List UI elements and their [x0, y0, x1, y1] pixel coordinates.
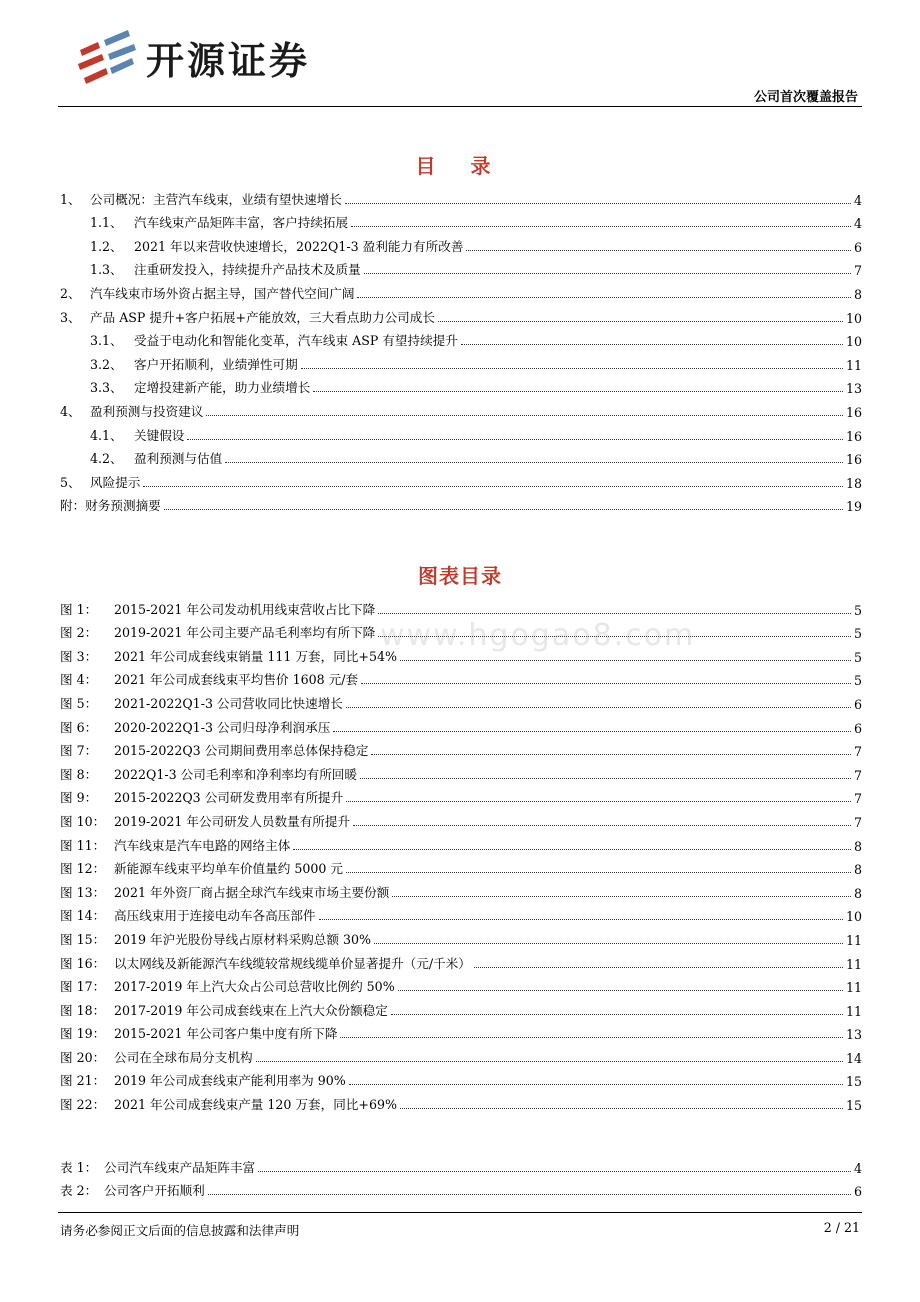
dot-leader [333, 731, 851, 732]
dot-leader [361, 683, 851, 684]
entry-page-number: 6 [853, 696, 862, 712]
toc-entry-link[interactable] [60, 806, 862, 830]
entry-label: 2021 年公司成套线束销量 111 万套，同比+54% [114, 648, 397, 664]
toc-entry-link[interactable] [60, 373, 862, 397]
entry-label: 2020-2022Q1-3 公司归母净利润承压 [114, 719, 331, 735]
toc-entry-link[interactable] [60, 278, 862, 302]
entry-label: 产品 ASP 提升+客户拓展+产能放效，三大看点助力公司成长 [90, 309, 435, 325]
entry-page-number: 16 [845, 452, 862, 468]
entry-page-number: 7 [853, 767, 862, 783]
entry-label: 定增投建新产能，助力业绩增长 [134, 380, 311, 396]
entry-number: 图 10： [60, 813, 106, 829]
toc-entry-link[interactable] [60, 901, 862, 925]
dot-leader [400, 1108, 843, 1109]
entry-number: 3.2、 [90, 356, 123, 372]
entry-page-number: 18 [845, 475, 862, 491]
entry-number: 1.1、 [90, 215, 123, 231]
toc-entry-link[interactable] [60, 924, 862, 948]
toc-entry-link[interactable] [60, 1066, 862, 1090]
entry-page-number: 11 [845, 932, 862, 948]
dot-leader [143, 486, 843, 487]
entry-page-number: 16 [845, 404, 862, 420]
toc-entry-link[interactable] [60, 1089, 862, 1113]
entry-page-number: 19 [845, 499, 862, 515]
entry-page-number: 11 [845, 1003, 862, 1019]
entry-label: 公司概况：主营汽车线束，业绩有望快速增长 [90, 191, 342, 207]
entry-number: 图 5： [60, 695, 98, 711]
toc-entry-link[interactable] [60, 302, 862, 326]
entry-number: 图 12： [60, 861, 106, 877]
dot-leader [360, 778, 851, 779]
toc-entry-link[interactable] [60, 688, 862, 712]
entry-page-number: 11 [845, 357, 862, 373]
toc-entry-link[interactable] [60, 231, 862, 255]
entry-label: 以太网线及新能源汽车线缆较常规线缆单价显著提升（元/千米） [114, 955, 471, 971]
entry-number: 3、 [60, 309, 81, 325]
toc-entry-link[interactable] [60, 783, 862, 807]
dot-leader [466, 250, 851, 251]
toc-entry-link[interactable] [60, 594, 862, 618]
dot-leader [400, 660, 851, 661]
entry-label: 2022Q1-3 公司毛利率和净利率均有所回暖 [114, 766, 357, 782]
kaiyuan-logo-icon [76, 28, 138, 86]
toc-entry-link[interactable] [60, 1019, 862, 1043]
dot-leader [378, 613, 851, 614]
toc-entry-link[interactable] [60, 736, 862, 760]
entry-label: 2019 年公司成套线束产能利用率为 90% [114, 1073, 346, 1089]
dot-leader [319, 919, 843, 920]
entry-label: 2015-2022Q3 公司期间费用率总体保持稳定 [114, 743, 369, 759]
entry-page-number: 6 [853, 1184, 862, 1200]
entry-label: 盈利预测与估值 [134, 451, 223, 467]
dot-leader [351, 226, 851, 227]
entry-page-number: 4 [853, 192, 862, 208]
dot-leader [225, 462, 843, 463]
footer-divider [58, 1212, 862, 1213]
entry-number: 图 18： [60, 1002, 106, 1018]
entry-number: 图 9： [60, 790, 98, 806]
dot-leader [208, 1194, 851, 1195]
entry-number: 4.2、 [90, 451, 123, 467]
entry-label: 新能源车线束平均单车价值量约 5000 元 [114, 861, 343, 877]
entry-number: 图 17： [60, 979, 106, 995]
toc-entry-link[interactable] [60, 255, 862, 279]
entry-page-number: 5 [853, 626, 862, 642]
entry-number: 图 1： [60, 601, 98, 617]
toc-entry-link[interactable] [60, 326, 862, 350]
entry-label: 2021 年以来营收快速增长，2022Q1-3 盈利能力有所改善 [134, 238, 464, 254]
company-logo [76, 28, 310, 86]
entry-label: 汽车线束产品矩阵丰富，客户持续拓展 [134, 215, 349, 231]
toc-entry-link[interactable] [60, 759, 862, 783]
toc-entry-link[interactable] [60, 491, 862, 515]
dot-leader [346, 801, 851, 802]
entry-number: 图 20： [60, 1049, 106, 1065]
entry-page-number: 13 [845, 1027, 862, 1043]
toc-entry-link[interactable] [60, 877, 862, 901]
entry-page-number: 8 [853, 885, 862, 901]
report-type-label: 公司首次覆盖报告 [753, 90, 858, 105]
entry-number: 图 2： [60, 625, 98, 641]
toc-entry-link[interactable] [60, 1042, 862, 1066]
dot-leader [392, 896, 851, 897]
table-list [60, 1152, 862, 1199]
entry-label: 2017-2019 年上汽大众占公司总营收比例约 50% [114, 979, 395, 995]
toc-entry-link[interactable] [60, 995, 862, 1019]
entry-number: 5、 [60, 474, 81, 490]
entry-page-number: 10 [845, 334, 862, 350]
entry-page-number: 10 [845, 310, 862, 326]
dot-leader [258, 1171, 851, 1172]
entry-label: 2019-2021 年公司主要产品毛利率均有所下降 [114, 625, 376, 641]
dot-leader [187, 439, 843, 440]
toc-entry-link[interactable] [60, 184, 862, 208]
entry-page-number: 7 [853, 814, 862, 830]
entry-label: 公司汽车线束产品矩阵丰富 [104, 1159, 256, 1175]
entry-page-number: 6 [853, 720, 862, 736]
dot-leader [345, 203, 851, 204]
entry-label: 2015-2021 年公司发动机用线束营收占比下降 [114, 601, 376, 617]
dot-leader [398, 990, 843, 991]
entry-page-number: 14 [845, 1050, 862, 1066]
toc-entry-link[interactable] [60, 712, 862, 736]
dot-leader [357, 297, 851, 298]
toc-title: 目 录 [415, 154, 505, 178]
entry-label: 2015-2022Q3 公司研发费用率有所提升 [114, 790, 344, 806]
entry-page-number: 11 [845, 980, 862, 996]
entry-page-number: 5 [853, 673, 862, 689]
dot-leader [349, 1084, 843, 1085]
dot-leader [391, 1014, 843, 1015]
entry-label: 汽车线束市场外资占据主导，国产替代空间广阔 [90, 285, 355, 301]
entry-number: 图 19： [60, 1026, 106, 1042]
dot-leader [371, 754, 851, 755]
toc-entry-link[interactable] [60, 467, 862, 491]
entry-label: 关键假设 [134, 427, 185, 443]
entry-page-number: 15 [845, 1074, 862, 1090]
entry-page-number: 7 [853, 744, 862, 760]
entry-page-number: 8 [853, 838, 862, 854]
entry-label: 公司客户开拓顺利 [104, 1183, 205, 1199]
entry-page-number: 13 [845, 381, 862, 397]
toc-entry-link[interactable] [60, 972, 862, 996]
entry-number: 3.3、 [90, 380, 123, 396]
entry-page-number: 10 [845, 909, 862, 925]
entry-label: 注重研发投入，持续提升产品技术及质量 [134, 262, 361, 278]
entry-label: 2021 年公司成套线束平均售价 1608 元/套 [114, 672, 359, 688]
entry-page-number: 4 [853, 216, 862, 232]
entry-number: 4.1、 [90, 427, 123, 443]
entry-number: 图 6： [60, 719, 98, 735]
toc-entry-link[interactable] [60, 396, 862, 420]
dot-leader [474, 967, 843, 968]
entry-label: 汽车线束是汽车电路的网络主体 [114, 837, 291, 853]
dot-leader [293, 849, 851, 850]
entry-page-number: 15 [845, 1098, 862, 1114]
dot-leader [346, 872, 851, 873]
entry-label: 盈利预测与投资建议 [90, 403, 204, 419]
entry-number: 图 14： [60, 908, 106, 924]
toc-entry-link[interactable] [60, 948, 862, 972]
dot-leader [438, 321, 843, 322]
entry-label: 高压线束用于连接电动车各高压部件 [114, 908, 316, 924]
toc-entry-link[interactable] [60, 349, 862, 373]
entry-number: 1.3、 [90, 262, 123, 278]
entry-number: 2、 [60, 285, 81, 301]
dot-leader [164, 509, 843, 510]
entry-label: 2019-2021 年公司研发人员数量有所提升 [114, 813, 351, 829]
dot-leader [353, 825, 851, 826]
entry-label: 2019 年沪光股份导线占原材料采购总额 30% [114, 931, 371, 947]
entry-label: 公司在全球布局分支机构 [114, 1049, 253, 1065]
entry-label: 2017-2019 年公司成套线束在上汽大众份额稳定 [114, 1002, 388, 1018]
entry-page-number: 8 [853, 286, 862, 302]
entry-number: 图 3： [60, 648, 98, 664]
entry-page-number: 8 [853, 862, 862, 878]
entry-page-number: 5 [853, 649, 862, 665]
dot-leader [206, 415, 843, 416]
toc-entry-link[interactable] [60, 420, 862, 444]
entry-label: 附：财务预测摘要 [60, 498, 161, 514]
entry-number: 图 8： [60, 766, 98, 782]
dot-leader [346, 707, 851, 708]
entry-number: 图 7： [60, 743, 98, 759]
entry-page-number: 6 [853, 239, 862, 255]
entry-number: 图 13： [60, 884, 106, 900]
logo-text: 开源证券 [146, 38, 311, 83]
dot-leader [313, 391, 843, 392]
entry-number: 表 2： [60, 1183, 98, 1199]
entry-label: 客户开拓顺利，业绩弹性可期 [134, 356, 298, 372]
toc-entry-link[interactable] [60, 1176, 862, 1200]
watermark: www.hgogao8.com [380, 618, 696, 653]
toc-entry-link[interactable] [60, 854, 862, 878]
toc-entry-link[interactable] [60, 830, 862, 854]
entry-page-number: 7 [853, 791, 862, 807]
dot-leader [461, 344, 843, 345]
entry-page-number: 4 [853, 1160, 862, 1176]
entry-number: 1、 [60, 191, 81, 207]
entry-number: 图 4： [60, 672, 98, 688]
entry-number: 图 15： [60, 931, 106, 947]
dot-leader [301, 368, 843, 369]
entry-label: 2021 年外资厂商占据全球汽车线束市场主要份额 [114, 884, 390, 900]
entry-number: 表 1： [60, 1159, 98, 1175]
dot-leader [256, 1061, 843, 1062]
page-header [0, 0, 920, 110]
entry-number: 图 11： [60, 837, 106, 853]
entry-label: 2021-2022Q1-3 公司营收同比快速增长 [114, 695, 343, 711]
entry-number: 4、 [60, 403, 81, 419]
dot-leader [364, 273, 851, 274]
toc-entry-link[interactable] [60, 1152, 862, 1176]
entry-number: 1.2、 [90, 238, 123, 254]
toc-entry-link[interactable] [60, 208, 862, 232]
dot-leader [374, 943, 843, 944]
entry-page-number: 11 [845, 956, 862, 972]
table-of-contents [60, 184, 862, 514]
entry-number: 图 22： [60, 1097, 106, 1113]
entry-label: 风险提示 [90, 474, 141, 490]
entry-number: 图 21： [60, 1073, 106, 1089]
figure-list-title: 图表目录 [418, 564, 502, 588]
entry-label: 受益于电动化和智能化变革，汽车线束 ASP 有望持续提升 [134, 333, 458, 349]
entry-page-number: 16 [845, 428, 862, 444]
dot-leader [340, 1037, 842, 1038]
entry-page-number: 5 [853, 602, 862, 618]
toc-entry-link[interactable] [60, 665, 862, 689]
toc-entry-link[interactable] [60, 444, 862, 468]
entry-label: 2021 年公司成套线束产量 120 万套，同比+69% [114, 1097, 397, 1113]
header-divider [58, 106, 862, 107]
figure-list [60, 594, 862, 1113]
entry-page-number: 7 [853, 263, 862, 279]
entry-number: 3.1、 [90, 333, 123, 349]
entry-number: 图 16： [60, 955, 106, 971]
page-number: 2 / 21 [823, 1220, 860, 1235]
entry-label: 2015-2021 年公司客户集中度有所下降 [114, 1026, 338, 1042]
footer-disclaimer: 请务必参阅正文后面的信息披露和法律声明 [60, 1223, 300, 1238]
